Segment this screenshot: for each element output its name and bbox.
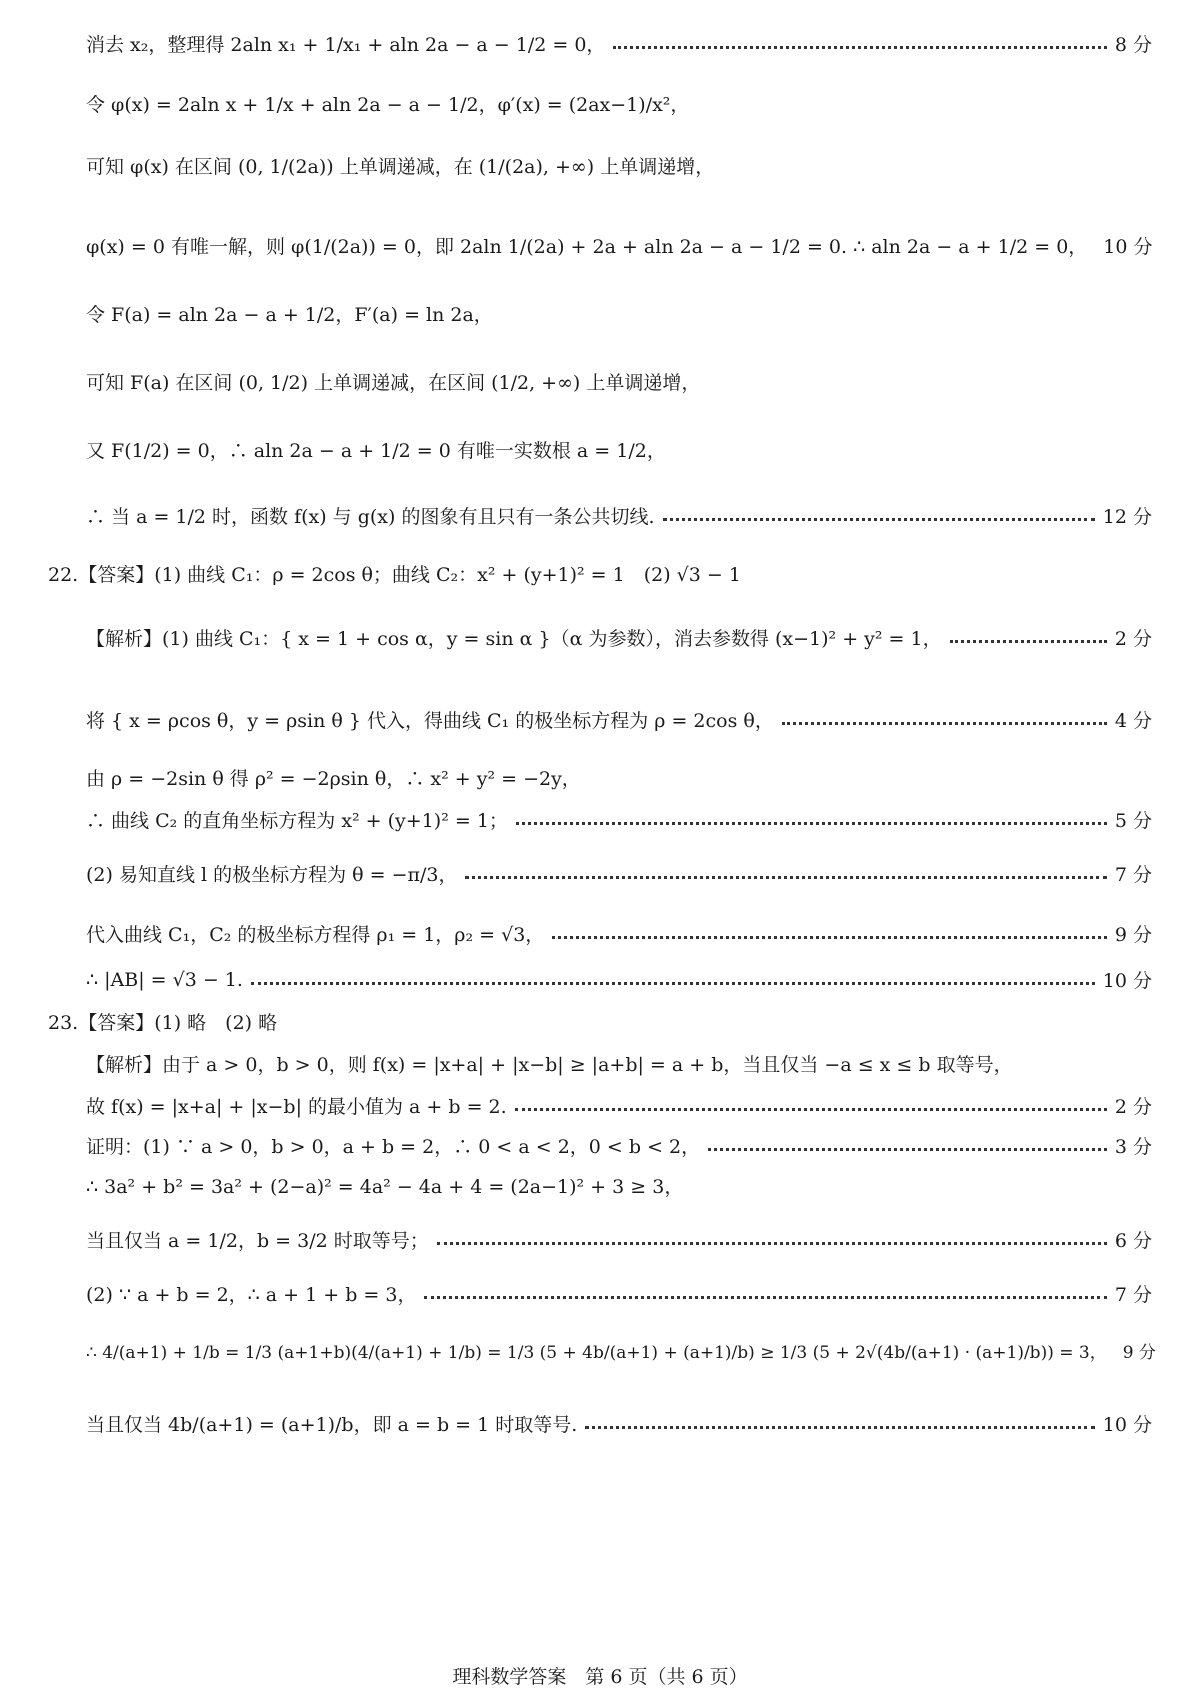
solution-line (86, 1172, 1152, 1199)
question-answer-line (48, 560, 1152, 587)
score-label: 4 分 (1114, 710, 1152, 732)
score-label: 3 分 (1114, 1136, 1152, 1158)
line-text: 可知 F(a) 在区间 (0, 1/2) 上单调递减，在区间 (1/2, +∞) 上单调递增， (86, 372, 701, 394)
solution-line (86, 502, 1152, 529)
line-text: 将 { x = ρcos θ，y = ρsin θ } 代入，得曲线 C₁ 的极坐标方程为 ρ = 2cos θ， (86, 710, 774, 732)
line-text: 【解析】由于 a > 0，b > 0，则 f(x) = |x+a| + |x−b| ≥ |a+b| = a + b，当且仅当 −a ≤ x ≤ b 取等号， (86, 1054, 1013, 1076)
score-label: 10 分 (1102, 970, 1152, 992)
solution-line (86, 1132, 1152, 1159)
score-label: 9 分 (1122, 1343, 1156, 1363)
leader-dots (515, 1108, 1107, 1111)
leader-dots (613, 46, 1106, 49)
line-text: 消去 x₂，整理得 2aln x₁ + 1/x₁ + aln 2a − a − 1/2 = 0， (86, 34, 606, 56)
line-text: ∴ |AB| = √3 − 1. (86, 968, 243, 991)
solution-line (86, 1226, 1152, 1253)
leader-dots (516, 822, 1107, 825)
solution-line (86, 920, 1152, 947)
leader-dots (437, 1242, 1107, 1245)
line-text: ∴ 曲线 C₂ 的直角坐标方程为 x² + (y+1)² = 1； (86, 810, 508, 832)
solution-line (86, 152, 1152, 179)
line-text: 【解析】(1) 曲线 C₁：{ x = 1 + cos α，y = sin α }（α 为参数），消去参数得 (x−1)² + y² = 1， (86, 628, 942, 650)
leader-dots (465, 876, 1106, 879)
score-label: 9 分 (1114, 924, 1152, 946)
score-label: 10 分 (1103, 236, 1153, 258)
score-label: 2 分 (1114, 628, 1152, 650)
solution-line (86, 232, 1152, 259)
solution-line (86, 860, 1152, 887)
line-text: 当且仅当 a = 1/2，b = 3/2 时取等号； (86, 1230, 429, 1252)
score-label: 10 分 (1102, 1414, 1152, 1436)
solution-line (86, 806, 1152, 833)
line-text: φ(x) = 0 有唯一解，则 φ(1/(2a)) = 0，即 2aln 1/(2a) + 2a + aln 2a − a − 1/2 = 0. ∴ aln 2a − a + 1/2 = 0， (86, 236, 1088, 258)
solution-line (86, 1050, 1152, 1077)
line-text: 22.【答案】(1) 曲线 C₁：ρ = 2cos θ；曲线 C₂：x² + (y+1)² = 1 (2) √3 − 1 (48, 564, 741, 586)
solution-line (86, 1338, 1156, 1363)
score-label: 12 分 (1102, 506, 1152, 528)
line-text: 令 F(a) = aln 2a − a + 1/2，F′(a) = ln 2a， (86, 304, 493, 326)
page-footer: 理科数学答案 第 6 页（共 6 页） (452, 1666, 748, 1688)
solution-line (86, 706, 1152, 733)
solution-line (86, 1092, 1152, 1119)
leader-dots (663, 518, 1095, 521)
score-label: 5 分 (1114, 810, 1152, 832)
solution-line (86, 966, 1152, 993)
solution-line (86, 624, 1152, 651)
leader-dots (585, 1426, 1095, 1429)
score-label: 7 分 (1114, 864, 1152, 886)
line-text: ∴ 3a² + b² = 3a² + (2−a)² = 4a² − 4a + 4 = (2a−1)² + 3 ≥ 3， (86, 1176, 684, 1198)
line-text: (2) 易知直线 l 的极坐标方程为 θ = −π/3， (86, 864, 458, 886)
score-label: 7 分 (1114, 1284, 1152, 1306)
leader-dots (424, 1296, 1106, 1299)
leader-dots (782, 722, 1107, 725)
score-label: 2 分 (1114, 1096, 1152, 1118)
leader-dots (950, 640, 1107, 643)
score-label: 8 分 (1114, 34, 1152, 56)
solution-line (86, 1410, 1152, 1437)
line-text: 23.【答案】(1) 略 (2) 略 (48, 1012, 278, 1034)
line-text: 故 f(x) = |x+a| + |x−b| 的最小值为 a + b = 2. (86, 1096, 507, 1118)
solution-line (86, 30, 1152, 57)
score-label: 6 分 (1114, 1230, 1152, 1252)
question-answer-line (48, 1008, 1152, 1035)
line-text: 令 φ(x) = 2aln x + 1/x + aln 2a − a − 1/2，φ′(x) = (2ax−1)/x²， (86, 94, 690, 116)
line-text: ∴ 当 a = 1/2 时，函数 f(x) 与 g(x) 的图象有且只有一条公共切线. (86, 506, 655, 528)
line-text: 代入曲线 C₁，C₂ 的极坐标方程得 ρ₁ = 1，ρ₂ = √3， (86, 924, 545, 946)
line-text: 证明：(1) ∵ a > 0，b > 0，a + b = 2，∴ 0 < a < 2，0 < b < 2， (86, 1136, 701, 1158)
line-text: 当且仅当 4b/(a+1) = (a+1)/b，即 a = b = 1 时取等号. (86, 1414, 578, 1436)
line-text: (2) ∵ a + b = 2，∴ a + 1 + b = 3， (86, 1284, 417, 1306)
solution-line (86, 436, 1152, 463)
solution-line (86, 368, 1152, 395)
solution-line (86, 1280, 1152, 1307)
solution-line (86, 764, 1152, 791)
leader-dots (251, 982, 1095, 985)
leader-dots (708, 1148, 1107, 1151)
line-text: 又 F(1/2) = 0，∴ aln 2a − a + 1/2 = 0 有唯一实数根 a = 1/2， (86, 440, 666, 462)
leader-dots (552, 936, 1107, 939)
solution-line (86, 300, 1152, 327)
line-text: ∴ 4/(a+1) + 1/b = 1/3 (a+1+b)(4/(a+1) + 1/b) = 1/3 (5 + 4b/(a+1) + (a+1)/b) ≥ 1/3 (5 + 2√(4b/(a+1) · (a+1)/b)) = 3， (86, 1343, 1107, 1363)
solution-line (86, 90, 1152, 117)
line-text: 可知 φ(x) 在区间 (0, 1/(2a)) 上单调递减，在 (1/(2a), +∞) 上单调递增， (86, 156, 715, 178)
line-text: 由 ρ = −2sin θ 得 ρ² = −2ρsin θ，∴ x² + y² = −2y， (86, 768, 581, 790)
